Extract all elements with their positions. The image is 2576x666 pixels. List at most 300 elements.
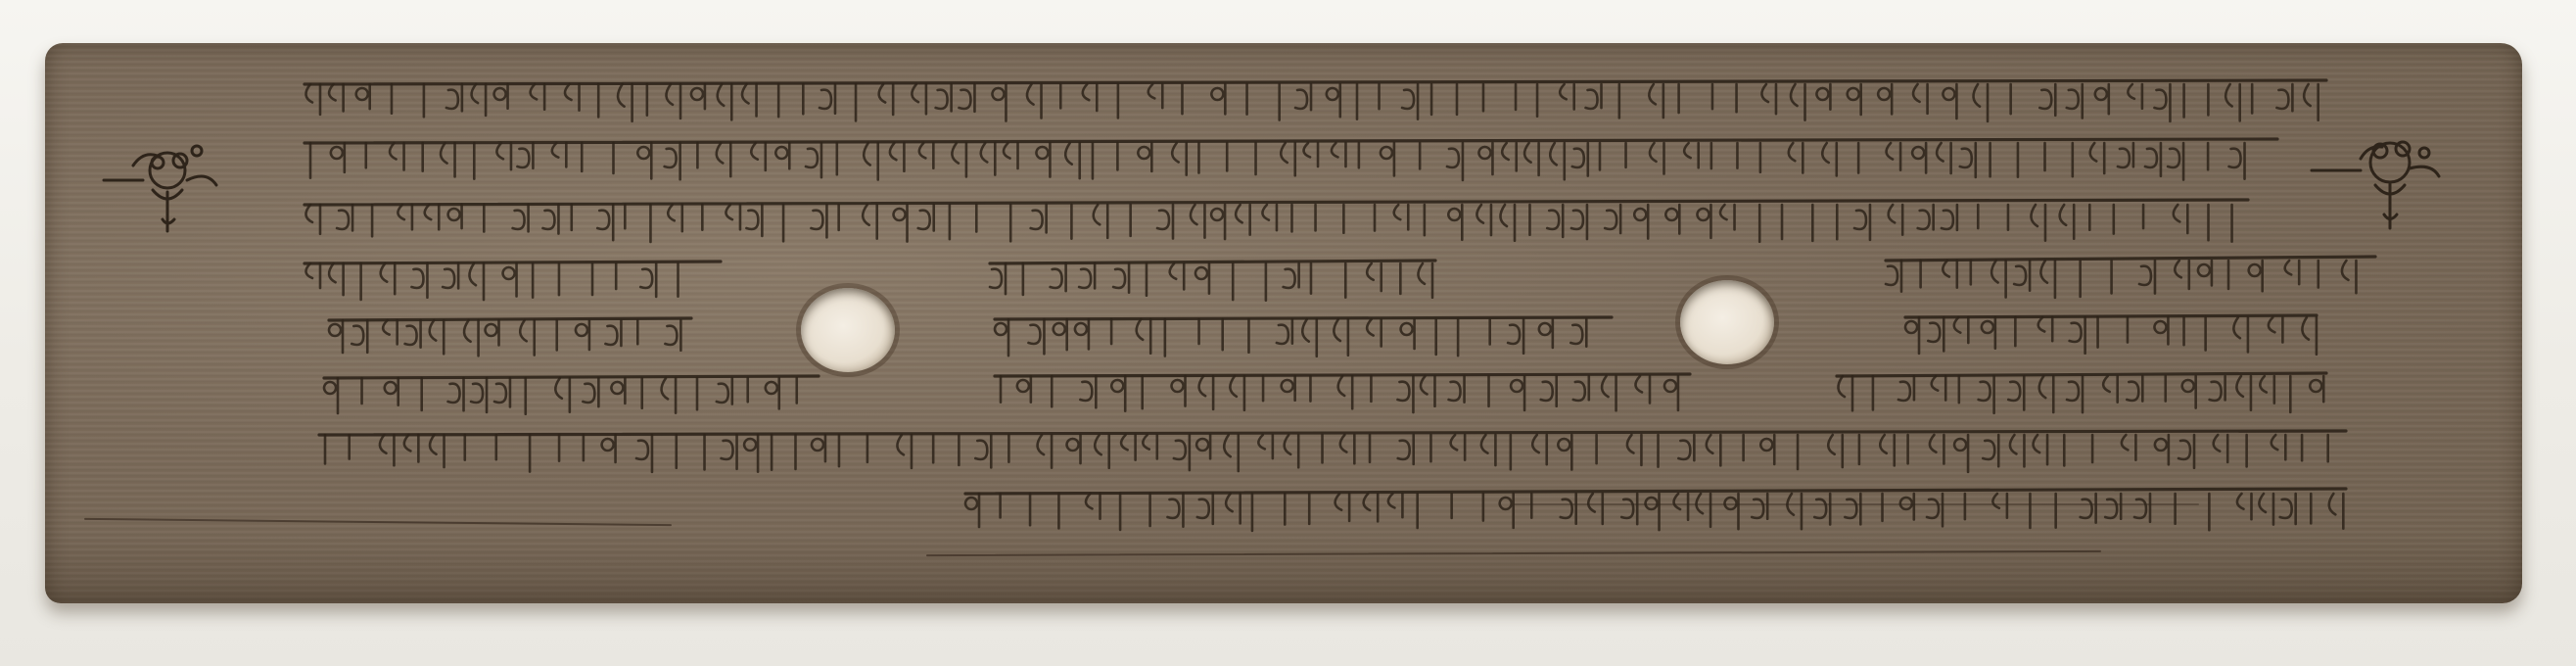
script-glyph <box>1918 205 1934 229</box>
script-glyph <box>1560 84 1574 110</box>
script-glyph <box>1707 435 1721 465</box>
script-glyph <box>1191 205 1205 238</box>
script-glyph <box>1646 494 1660 530</box>
script-glyph <box>1367 319 1382 347</box>
script-glyph <box>1397 376 1413 412</box>
script-glyph <box>2040 261 2055 298</box>
script-glyph <box>1572 143 1588 176</box>
script-glyph <box>742 84 757 116</box>
script-glyph <box>405 320 421 348</box>
script-glyph <box>513 205 529 231</box>
script-glyph <box>1752 494 1767 519</box>
script-glyph <box>2304 84 2318 120</box>
script-glyph <box>2031 205 2045 241</box>
script-glyph <box>2285 261 2300 284</box>
script-glyph <box>430 435 445 467</box>
script-glyph <box>1974 84 1989 121</box>
script-glyph <box>1878 84 1892 114</box>
script-glyph <box>1586 84 1602 109</box>
script-glyph <box>936 84 952 111</box>
script-glyph <box>1822 143 1837 175</box>
script-glyph <box>2236 376 2251 410</box>
script-glyph <box>1649 84 1663 118</box>
script-glyph <box>640 263 656 297</box>
manuscript-text <box>45 43 2522 603</box>
script-glyph <box>1304 143 1319 166</box>
script-glyph <box>2122 435 2136 460</box>
script-glyph <box>1500 494 1514 528</box>
script-glyph <box>636 435 652 472</box>
script-glyph <box>380 435 395 465</box>
script-glyph <box>2070 317 2085 354</box>
script-glyph <box>1075 319 1089 349</box>
script-glyph <box>2237 494 2252 519</box>
script-glyph <box>2134 494 2150 522</box>
script-glyph <box>1697 494 1711 527</box>
script-glyph <box>618 84 632 121</box>
script-glyph <box>472 84 487 116</box>
script-glyph <box>1080 376 1096 407</box>
script-glyph <box>329 320 343 353</box>
script-glyph <box>726 205 740 229</box>
script-line-4-right <box>1886 257 2375 261</box>
script-glyph <box>897 435 912 468</box>
script-glyph <box>746 205 762 236</box>
script-glyph <box>494 378 510 406</box>
script-glyph <box>1588 494 1603 524</box>
script-glyph <box>1571 205 1587 239</box>
script-glyph <box>894 205 908 242</box>
script-glyph <box>2155 435 2169 464</box>
script-glyph <box>2342 261 2357 293</box>
script-glyph <box>1634 205 1648 239</box>
script-glyph <box>1930 435 1944 464</box>
script-glyph <box>1017 376 1031 403</box>
script-glyph <box>1760 435 1774 464</box>
script-glyph <box>1236 205 1250 235</box>
script-glyph <box>520 320 535 356</box>
script-glyph <box>691 84 705 109</box>
script-glyph <box>1449 376 1465 403</box>
script-glyph <box>1095 435 1109 468</box>
script-glyph <box>1937 143 1951 173</box>
script-glyph <box>952 143 966 176</box>
script-glyph <box>1302 319 1317 357</box>
script-glyph <box>1447 143 1463 180</box>
script-glyph <box>1167 494 1183 527</box>
script-glyph <box>1605 205 1620 233</box>
script-glyph <box>385 378 398 405</box>
script-glyph <box>425 205 440 229</box>
script-glyph <box>1170 263 1185 289</box>
script-glyph <box>583 378 598 406</box>
script-glyph <box>390 143 404 170</box>
script-glyph <box>2014 261 2030 291</box>
script-glyph <box>1031 205 1047 232</box>
script-glyph <box>2259 494 2273 525</box>
script-glyph <box>1573 376 1589 401</box>
script-glyph <box>2310 376 2323 402</box>
script-glyph <box>356 84 370 109</box>
script-glyph <box>611 378 625 404</box>
script-glyph <box>1277 319 1292 344</box>
script-glyph <box>2067 376 2083 412</box>
script-glyph <box>305 263 320 288</box>
script-glyph <box>811 205 826 237</box>
script-glyph <box>1027 84 1042 118</box>
script-glyph <box>1900 494 1914 519</box>
script-glyph <box>1684 143 1699 167</box>
script-glyph <box>2081 494 2096 523</box>
script-glyph <box>717 378 732 404</box>
script-glyph <box>1787 494 1802 529</box>
script-glyph <box>2178 435 2194 468</box>
script-glyph <box>2008 376 2024 409</box>
script-glyph <box>1421 376 1435 406</box>
script-glyph <box>975 435 991 467</box>
script-glyph <box>1172 376 1186 406</box>
script-glyph <box>517 143 533 168</box>
script-line-4-mid <box>990 261 1435 263</box>
script-line-8 <box>965 489 2346 494</box>
script-glyph <box>806 143 821 177</box>
script-glyph <box>1954 435 1968 472</box>
script-glyph <box>912 84 926 114</box>
script-glyph <box>1028 319 1044 354</box>
script-glyph <box>1539 319 1553 348</box>
script-glyph <box>1334 319 1348 356</box>
script-glyph <box>448 205 462 228</box>
script-glyph <box>443 263 458 288</box>
script-glyph <box>496 143 511 169</box>
script-line-5-mid <box>995 317 1612 319</box>
script-glyph <box>2039 84 2055 116</box>
script-glyph <box>1511 376 1524 410</box>
script-glyph <box>1364 494 1379 521</box>
script-glyph <box>1561 494 1576 524</box>
script-glyph <box>2145 143 2161 176</box>
script-glyph <box>1500 205 1515 241</box>
script-glyph <box>2090 143 2105 173</box>
script-glyph <box>1479 143 1493 174</box>
script-glyph <box>981 143 996 175</box>
script-glyph <box>1665 205 1679 234</box>
script-glyph <box>1067 435 1081 463</box>
script-glyph <box>1143 435 1157 458</box>
script-glyph <box>1854 205 1870 240</box>
script-glyph <box>1650 143 1664 173</box>
script-glyph <box>1051 263 1066 291</box>
script-glyph <box>1943 84 1956 119</box>
script-glyph <box>1196 435 1210 458</box>
script-glyph <box>1942 205 1957 230</box>
script-glyph <box>890 143 905 171</box>
script-glyph <box>1327 84 1340 117</box>
script-glyph <box>1083 84 1098 111</box>
script-glyph <box>1381 143 1394 175</box>
script-glyph <box>1960 143 1976 177</box>
script-glyph <box>331 143 345 172</box>
script-glyph <box>1481 435 1496 465</box>
script-glyph <box>1541 376 1557 406</box>
script-glyph <box>2038 317 2053 341</box>
script-glyph <box>494 84 508 109</box>
script-glyph <box>965 494 979 527</box>
script-glyph <box>2168 143 2183 180</box>
script-glyph <box>820 84 835 114</box>
script-glyph <box>2154 317 2168 344</box>
script-line-2 <box>304 139 2277 143</box>
script-glyph <box>1451 435 1466 460</box>
script-glyph <box>329 84 344 111</box>
script-glyph <box>305 205 320 234</box>
script-glyph <box>1211 205 1225 239</box>
script-glyph <box>1524 143 1539 175</box>
script-glyph <box>751 143 766 170</box>
script-glyph <box>1838 376 1852 410</box>
script-glyph <box>1558 435 1571 469</box>
script-glyph <box>503 263 517 296</box>
script-glyph <box>383 320 398 344</box>
script-glyph <box>324 378 338 413</box>
script-glyph <box>1394 205 1409 229</box>
script-glyph <box>666 84 680 119</box>
script-line-4-left <box>304 262 721 263</box>
script-glyph <box>2010 435 2025 466</box>
script-glyph <box>441 143 455 176</box>
script-glyph <box>351 320 367 353</box>
script-glyph <box>2034 435 2048 464</box>
script-glyph <box>1982 317 1995 349</box>
script-glyph <box>1905 317 1919 354</box>
script-glyph <box>918 205 934 230</box>
script-glyph <box>1887 143 1901 170</box>
script-glyph <box>1094 205 1108 238</box>
script-glyph <box>597 205 613 240</box>
palm-leaf-folio <box>45 43 2522 603</box>
script-glyph <box>2329 494 2344 529</box>
script-glyph <box>486 320 499 345</box>
script-glyph <box>1282 376 1295 401</box>
script-glyph <box>552 143 567 166</box>
script-glyph <box>1928 317 1944 351</box>
script-glyph <box>1448 205 1462 240</box>
script-glyph <box>2198 261 2212 285</box>
script-glyph <box>1211 84 1225 114</box>
script-glyph <box>1979 376 1994 413</box>
script-glyph <box>1502 143 1517 170</box>
script-glyph <box>2174 205 2188 233</box>
script-glyph <box>1332 143 1346 166</box>
script-glyph <box>1932 376 1946 401</box>
script-glyph <box>2039 376 2054 412</box>
script-glyph <box>1036 143 1050 177</box>
script-glyph <box>1698 205 1711 238</box>
script-glyph <box>430 320 445 354</box>
script-glyph <box>2182 376 2196 408</box>
script-glyph <box>2302 317 2317 355</box>
script-glyph <box>1148 84 1163 108</box>
script-glyph <box>919 143 934 168</box>
script-glyph <box>2233 317 2248 352</box>
script-glyph <box>1913 84 1928 114</box>
script-glyph <box>1848 84 1861 115</box>
script-glyph <box>2067 84 2083 119</box>
script-glyph <box>1635 376 1650 403</box>
script-glyph <box>531 84 545 110</box>
script-glyph <box>1418 263 1432 298</box>
script-glyph <box>1340 435 1355 463</box>
script-glyph <box>1602 376 1616 410</box>
script-glyph <box>1172 143 1187 175</box>
script-glyph <box>2272 435 2286 459</box>
script-glyph <box>718 84 732 119</box>
script-glyph <box>995 319 1008 356</box>
script-line-7 <box>319 431 2346 435</box>
script-glyph <box>2060 205 2075 239</box>
script-glyph <box>990 263 1006 294</box>
script-glyph <box>329 263 344 295</box>
script-glyph <box>1991 261 2006 297</box>
script-glyph <box>1285 435 1299 467</box>
script-glyph <box>1476 205 1491 235</box>
script-glyph <box>1086 494 1101 519</box>
script-glyph <box>464 320 479 356</box>
script-glyph <box>1335 494 1350 521</box>
script-glyph <box>1789 143 1803 172</box>
script-glyph <box>2229 143 2245 179</box>
script-glyph <box>1402 84 1418 119</box>
script-glyph <box>1224 435 1239 471</box>
script-glyph <box>2175 261 2189 289</box>
script-glyph <box>668 205 682 231</box>
script-glyph <box>879 84 894 115</box>
script-glyph <box>1157 205 1173 239</box>
script-glyph <box>1814 494 1830 524</box>
script-glyph <box>1065 143 1080 178</box>
script-glyph <box>1621 494 1637 524</box>
script-glyph <box>993 84 1007 121</box>
script-glyph <box>1816 84 1830 110</box>
script-glyph <box>2118 143 2133 167</box>
script-glyph <box>471 378 487 412</box>
script-glyph <box>605 320 621 346</box>
script-glyph <box>1138 143 1151 171</box>
string-hole-right <box>1680 280 1774 364</box>
script-glyph <box>1992 494 2007 518</box>
script-line-5-right <box>1905 315 2317 317</box>
script-glyph <box>1889 205 1903 235</box>
script-glyph <box>2276 84 2292 111</box>
script-glyph <box>2127 376 2142 402</box>
script-glyph <box>2225 84 2240 120</box>
script-glyph <box>1398 435 1414 464</box>
script-glyph <box>1791 84 1805 120</box>
script-glyph <box>1725 494 1739 529</box>
script-glyph <box>717 143 731 176</box>
script-glyph <box>1845 494 1860 524</box>
script-glyph <box>1197 494 1213 524</box>
script-glyph <box>602 435 616 462</box>
script-glyph <box>381 263 396 294</box>
script-glyph <box>448 378 464 410</box>
script-glyph <box>1627 435 1642 465</box>
script-glyph <box>812 435 825 461</box>
script-glyph <box>2105 494 2121 519</box>
script-glyph <box>665 320 680 351</box>
script-glyph <box>1338 376 1353 408</box>
script-glyph <box>337 205 352 230</box>
script-glyph <box>2210 376 2225 401</box>
script-glyph <box>542 205 558 234</box>
script-glyph <box>1388 494 1403 517</box>
script-glyph <box>1284 263 1299 288</box>
script-line-1 <box>304 80 2326 84</box>
script-glyph <box>398 205 412 229</box>
script-glyph <box>1886 261 1901 292</box>
script-glyph <box>1912 143 1926 172</box>
script-glyph <box>1195 263 1209 294</box>
script-glyph <box>2260 376 2274 404</box>
script-glyph <box>576 320 589 350</box>
script-glyph <box>469 263 484 300</box>
script-glyph <box>2128 84 2142 109</box>
script-glyph <box>305 84 320 115</box>
script-glyph <box>411 263 427 298</box>
script-glyph <box>864 143 878 179</box>
script-glyph <box>1079 263 1095 288</box>
script-glyph <box>1954 317 1969 343</box>
script-glyph <box>446 84 462 111</box>
script-glyph <box>662 378 677 413</box>
script-glyph <box>1720 205 1735 229</box>
script-glyph <box>665 143 680 179</box>
script-glyph <box>1401 319 1415 349</box>
script-glyph <box>1174 435 1190 470</box>
script-glyph <box>722 435 737 469</box>
script-glyph <box>2154 84 2170 121</box>
script-glyph <box>1367 263 1382 291</box>
script-glyph <box>1262 205 1277 230</box>
script-glyph <box>1038 435 1053 468</box>
script-glyph <box>1674 494 1689 520</box>
script-glyph <box>2249 261 2263 291</box>
script-glyph <box>1880 435 1895 465</box>
script-glyph <box>1054 319 1067 350</box>
script-glyph <box>2095 84 2109 114</box>
script-glyph <box>863 205 877 239</box>
script-glyph <box>2214 435 2228 462</box>
script-glyph <box>1927 494 1943 526</box>
script-glyph <box>2280 494 2296 524</box>
script-glyph <box>1508 319 1523 354</box>
script-glyph <box>1898 376 1914 401</box>
script-glyph <box>1570 319 1586 347</box>
script-glyph <box>637 143 651 178</box>
script-glyph <box>1547 205 1563 237</box>
script-glyph <box>1004 143 1018 168</box>
script-glyph <box>1828 435 1843 467</box>
script-glyph <box>766 378 779 408</box>
script-glyph <box>2103 376 2118 403</box>
script-glyph <box>1258 435 1273 458</box>
script-glyph <box>2269 317 2283 342</box>
script-glyph <box>1550 143 1565 179</box>
script-glyph <box>555 378 570 412</box>
script-glyph <box>959 84 974 112</box>
script-glyph <box>1295 84 1311 110</box>
script-glyph <box>565 84 580 111</box>
